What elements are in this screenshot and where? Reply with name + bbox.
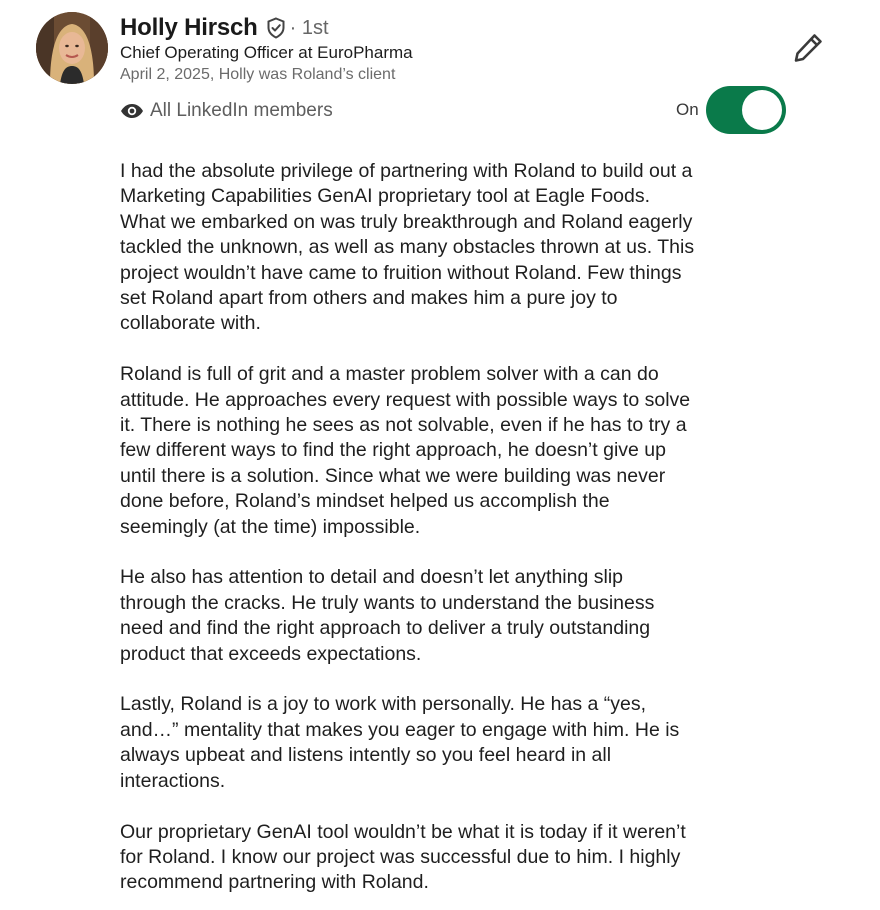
- text-line: attitude. He approaches every request with possible ways to solve: [120, 388, 691, 411]
- text-line: few different ways to find the right approach, he doesn’t give up: [120, 439, 666, 462]
- text-line: Marketing Capabilities GenAI proprietary tool at Eagle Foods.: [120, 185, 651, 208]
- text-line: set Roland apart from others and makes him a pure joy to: [120, 287, 618, 310]
- text-line: need and find the right approach to deliver a truly outstanding: [120, 617, 651, 640]
- text-line: What we embarked on was truly breakthrough and Roland eagerly: [120, 210, 693, 233]
- text-line: always upbeat and listens intently so you feel heard in all: [120, 744, 612, 767]
- text-line: interactions.: [120, 769, 226, 792]
- text-line: collaborate with.: [120, 312, 261, 335]
- toggle-knob: [742, 90, 782, 130]
- recommendation-paragraph: [120, 692, 780, 794]
- text-line: project wouldn’t have came to fruition without Roland. Few things: [120, 261, 682, 284]
- recommendation-paragraph: [120, 820, 780, 896]
- text-line: and…” mentality that makes you eager to engage with him. He is: [120, 718, 680, 741]
- verified-shield-icon: [266, 17, 286, 39]
- toggle-state-label: On: [676, 100, 699, 119]
- name-row: [120, 12, 329, 44]
- avatar[interactable]: [36, 12, 108, 84]
- connection-degree: · 1st: [289, 16, 329, 39]
- text-line: done before, Roland’s mindset helped us accomplish the: [120, 490, 610, 513]
- recommendation-text: [120, 159, 780, 896]
- visibility-label: All LinkedIn members: [150, 100, 333, 121]
- text-line: I had the absolute privilege of partnering with Roland to build out a: [120, 160, 693, 182]
- text-line: Our proprietary GenAI tool wouldn’t be what it is today if it weren’t: [120, 820, 686, 843]
- recommendation-paragraph: [120, 159, 780, 337]
- text-line: until there is a solution. Since what we were building was never: [120, 464, 666, 487]
- text-line: through the cracks. He truly wants to understand the business: [120, 591, 655, 614]
- text-line: recommend partnering with Roland.: [120, 871, 429, 894]
- visibility-toggle[interactable]: [706, 86, 786, 134]
- text-line: seemingly (at the time) impossible.: [120, 515, 421, 538]
- pencil-icon[interactable]: [790, 30, 826, 66]
- text-line: Roland is full of grit and a master problem solver with a can do: [120, 363, 659, 386]
- text-line: product that exceeds expectations.: [120, 642, 422, 665]
- text-line: He also has attention to detail and doesn’t let anything slip: [120, 566, 624, 589]
- profile-headline: Chief Operating Officer at EuroPharma: [120, 43, 413, 62]
- text-line: for Roland. I know our project was successful due to him. I highly: [120, 845, 681, 868]
- visibility-row: [120, 98, 333, 124]
- eye-icon: [120, 103, 144, 119]
- recommendation-paragraph: [120, 565, 780, 667]
- text-line: Lastly, Roland is a joy to work with personally. He has a “yes,: [120, 693, 647, 716]
- profile-name[interactable]: Holly Hirsch: [120, 14, 258, 41]
- avatar-photo: [36, 12, 108, 84]
- recommendation-paragraph: [120, 362, 780, 540]
- recommendation-meta: April 2, 2025, Holly was Roland’s client: [120, 66, 396, 83]
- text-line: tackled the unknown, as well as many obstacles thrown at us. This: [120, 236, 695, 259]
- text-line: it. There is nothing he sees as not solvable, even if he has to try a: [120, 414, 687, 437]
